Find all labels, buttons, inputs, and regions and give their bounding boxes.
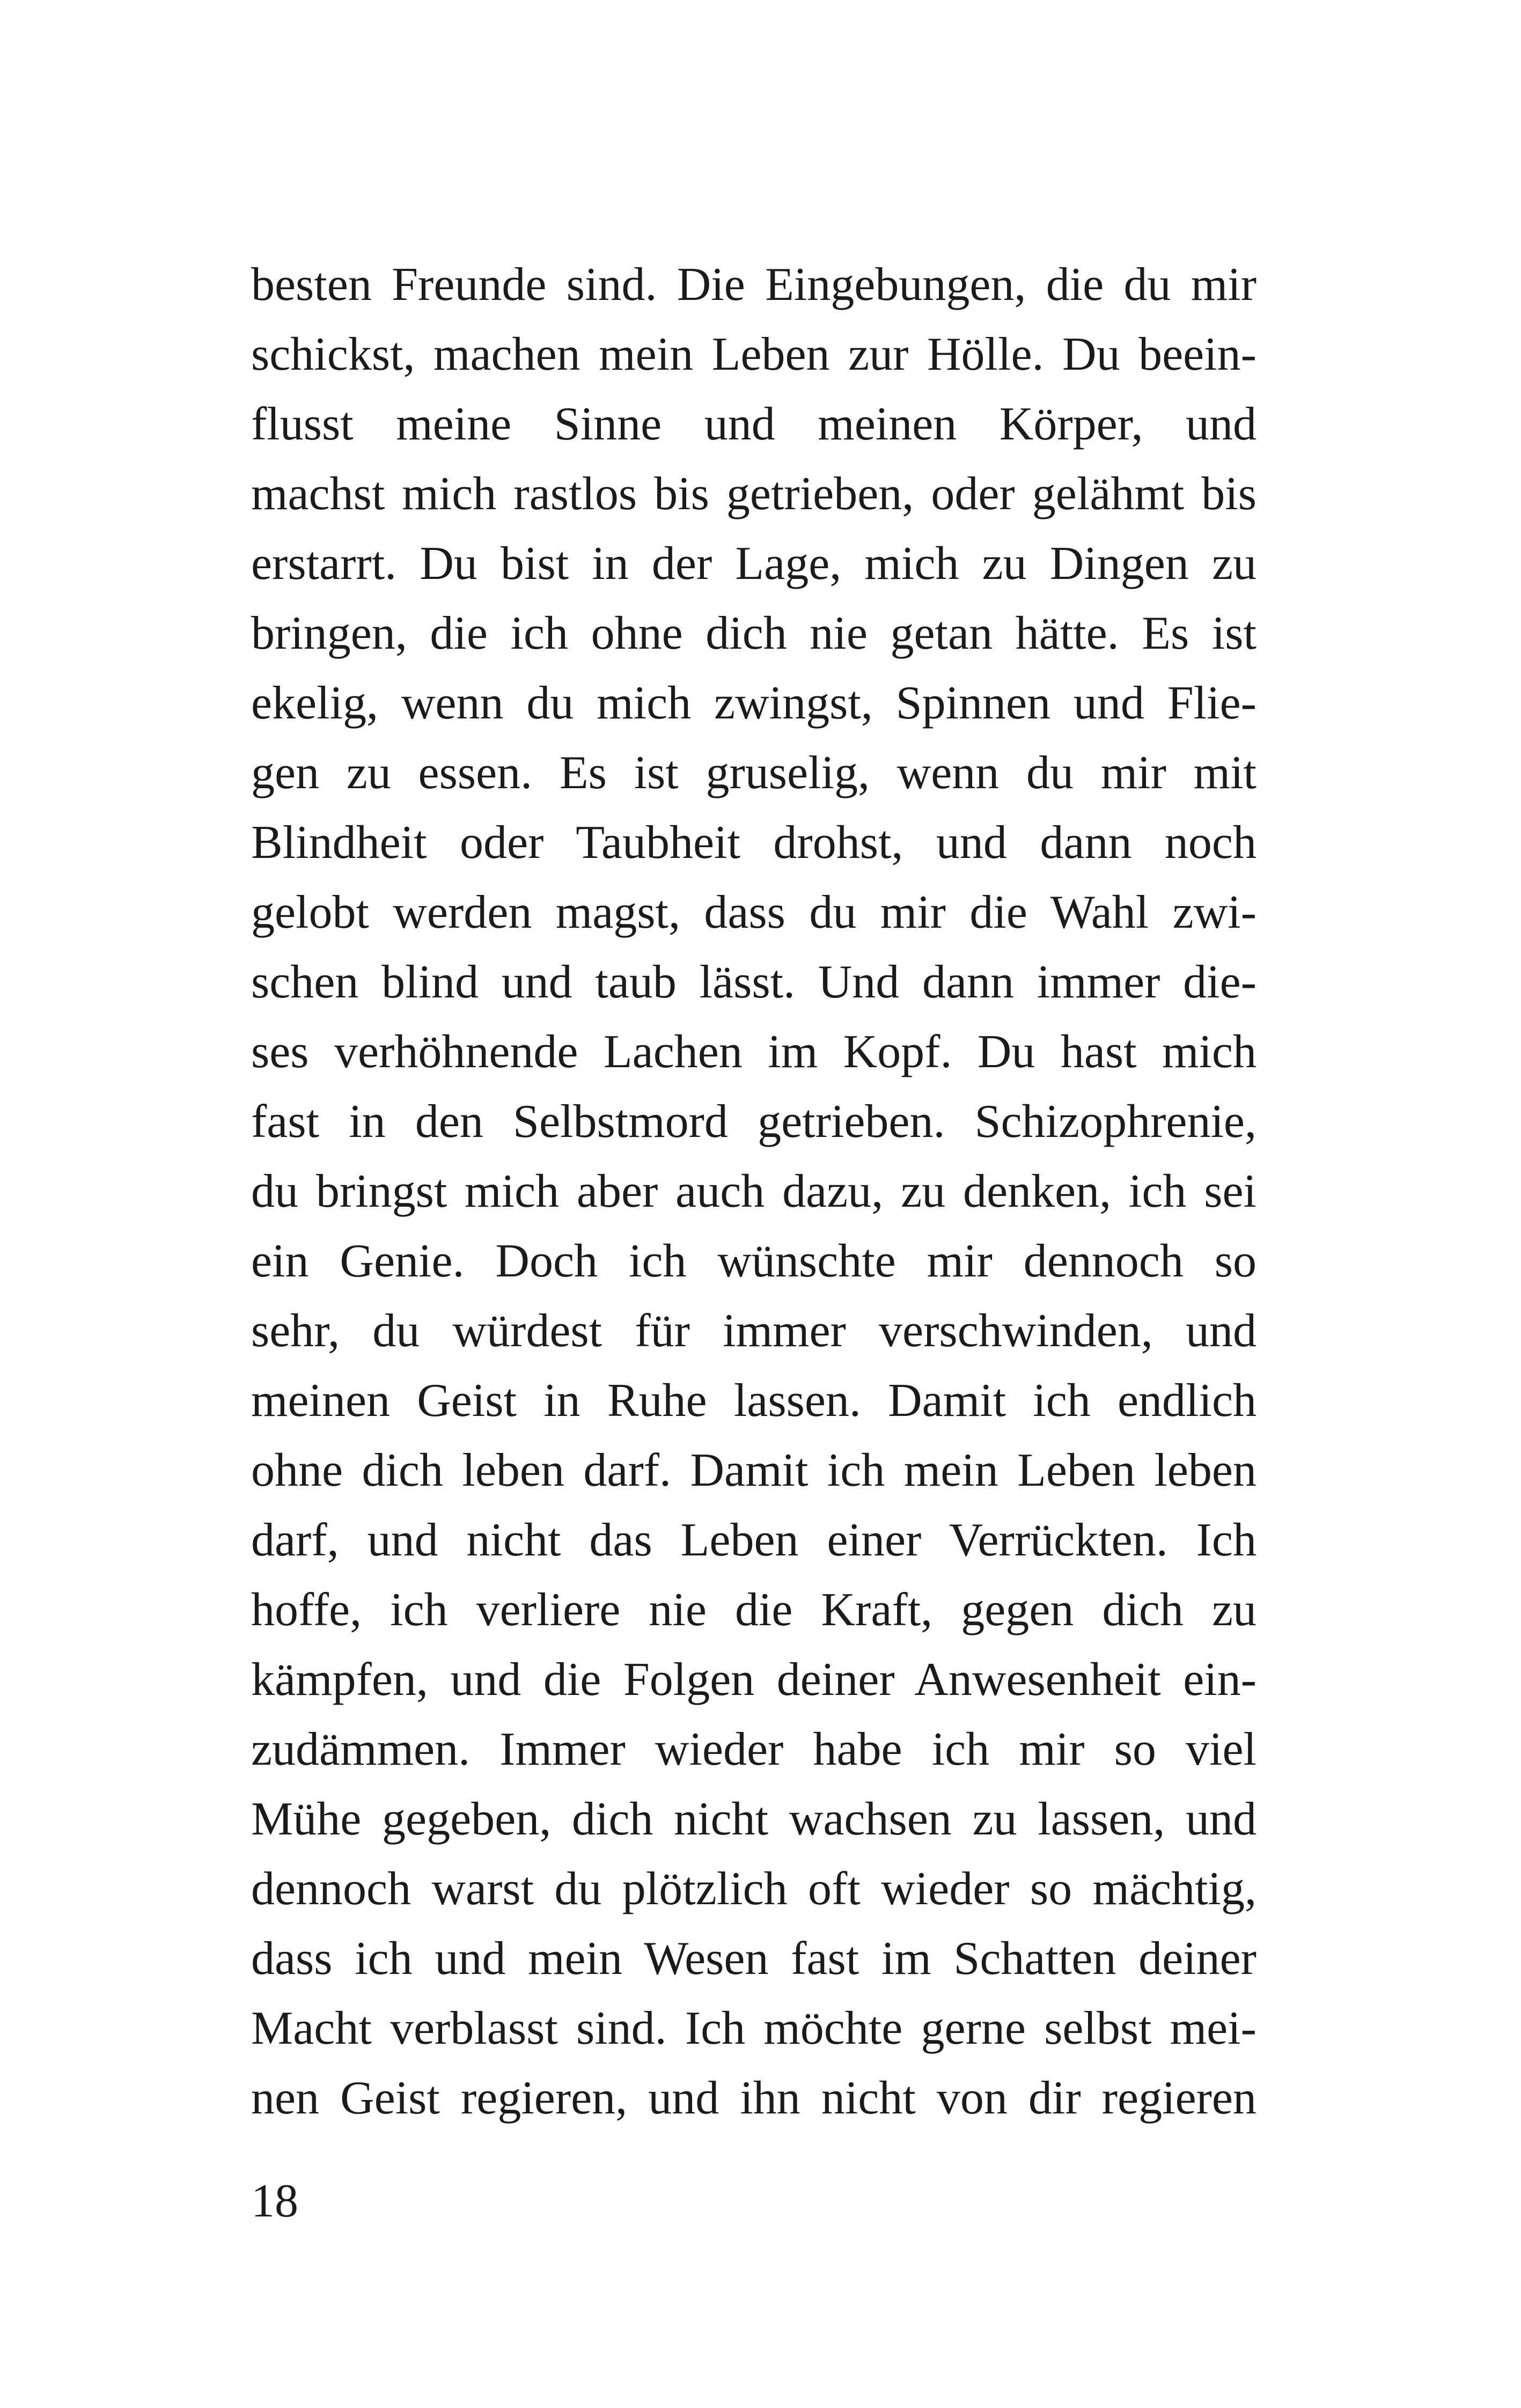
text-line: ses verhöhnende Lachen im Kopf. Du hast mich — [251, 1026, 1257, 1078]
text-line: gelobt werden magst, dass du mir die Wahl zwi- — [251, 886, 1257, 938]
text-line: gen zu essen. Es ist gruselig, wenn du mir mit — [251, 747, 1257, 799]
text-line: ohne dich leben darf. Damit ich mein Leben leben — [251, 1444, 1257, 1496]
text-line: fast in den Selbstmord getrieben. Schizophrenie, — [251, 1096, 1257, 1148]
text-line: schen blind und taub lässt. Und dann immer die- — [251, 956, 1257, 1008]
text-line: darf, und nicht das Leben einer Verrückten. Ich — [251, 1514, 1257, 1566]
text-line: dennoch warst du plötzlich oft wieder so mächtig, — [251, 1863, 1257, 1915]
text-line: hoffe, ich verliere nie die Kraft, gegen dich zu — [251, 1584, 1257, 1636]
text-line: Blindheit oder Taubheit drohst, und dann noch — [251, 817, 1257, 869]
text-line: ein Genie. Doch ich wünschte mir dennoch so — [251, 1235, 1257, 1287]
text-line: du bringst mich aber auch dazu, zu denken, ich sei — [251, 1165, 1257, 1217]
text-line: nen Geist regieren, und ihn nicht von dir regieren — [251, 2072, 1257, 2124]
text-line: flusst meine Sinne und meinen Körper, und — [251, 398, 1257, 450]
text-line: kämpfen, und die Folgen deiner Anwesenheit ein- — [251, 1654, 1257, 1706]
text-line: sehr, du würdest für immer verschwinden, und — [251, 1305, 1257, 1357]
text-line: zudämmen. Immer wieder habe ich mir so viel — [251, 1723, 1257, 1775]
text-line: bringen, die ich ohne dich nie getan hätte. Es ist — [251, 607, 1257, 659]
text-line: meinen Geist in Ruhe lassen. Damit ich endlich — [251, 1375, 1257, 1427]
text-line: besten Freunde sind. Die Eingebungen, die du mir — [251, 259, 1257, 311]
text-line: schickst, machen mein Leben zur Hölle. Du beein- — [251, 328, 1257, 380]
body-text — [251, 250, 1257, 2133]
text-line: erstarrt. Du bist in der Lage, mich zu Dingen zu — [251, 538, 1257, 590]
text-line: machst mich rastlos bis getrieben, oder gelähmt bis — [251, 468, 1257, 520]
text-line: ekelig, wenn du mich zwingst, Spinnen und Flie- — [251, 677, 1257, 729]
text-line: Mühe gegeben, dich nicht wachsen zu lassen, und — [251, 1793, 1257, 1845]
text-line: dass ich und mein Wesen fast im Schatten deiner — [251, 1933, 1257, 1985]
text-line: Macht verblasst sind. Ich möchte gerne selbst mei- — [251, 2002, 1257, 2054]
page-number: 18 — [251, 2175, 298, 2227]
